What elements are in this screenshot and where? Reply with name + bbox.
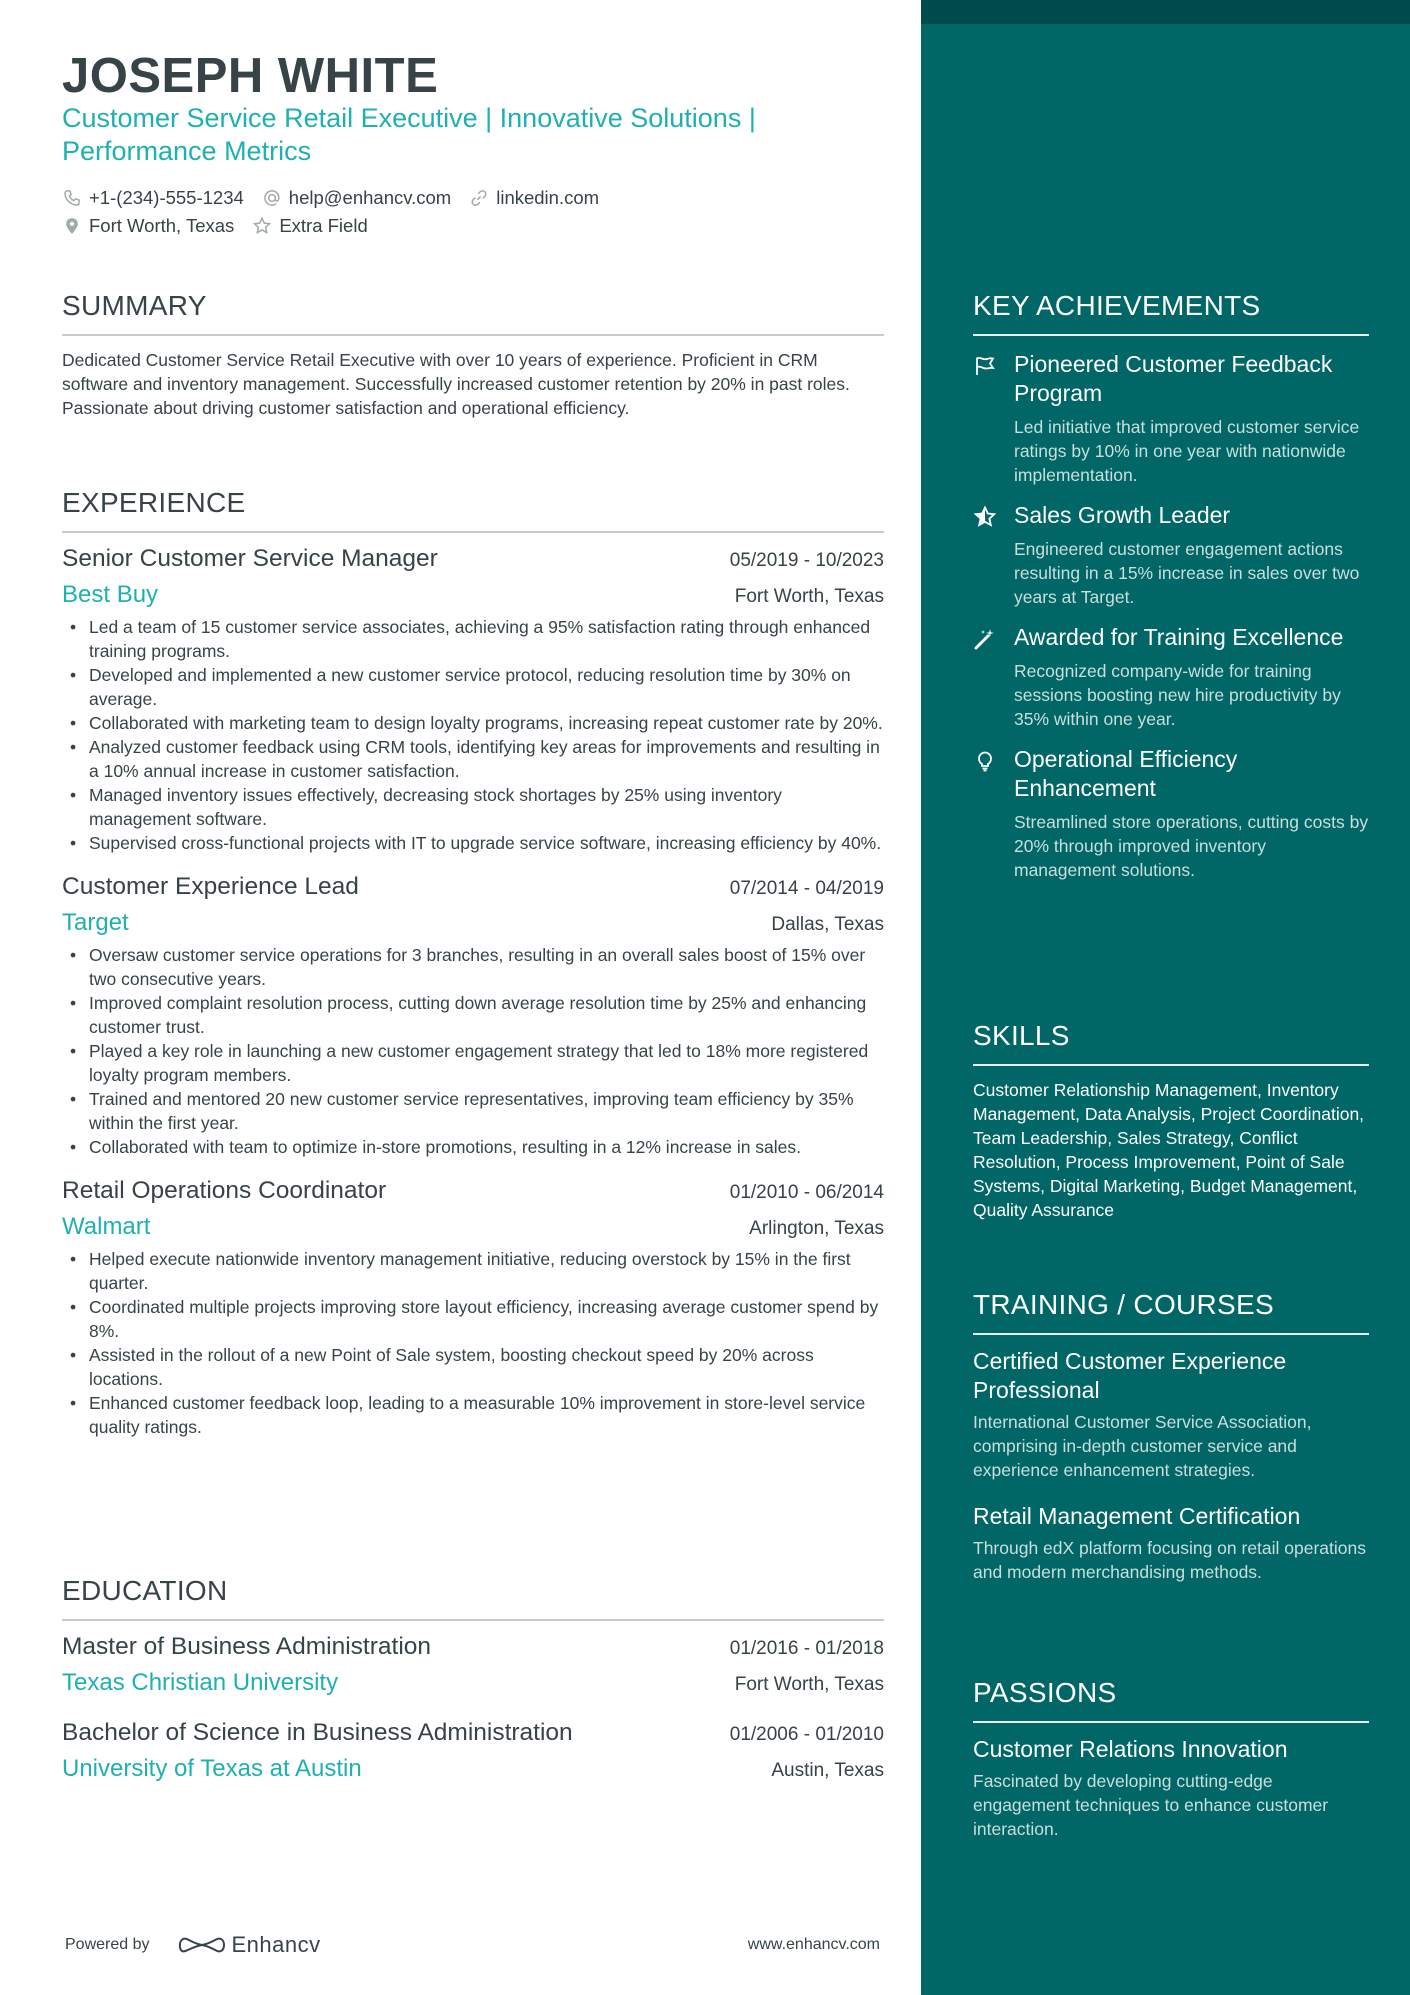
education-entry <box>62 1633 884 1697</box>
achievement-title: Awarded for Training Excellence <box>1014 624 1344 650</box>
job-entry <box>62 1177 884 1439</box>
achievement-body <box>1014 745 1369 882</box>
job-dates: 07/2014 - 04/2019 <box>729 878 884 899</box>
bullet-item: • Helped execute nationwide inventory management initiative, reducing overstock by 15% in the first quarter. <box>62 1247 884 1295</box>
achievement-body <box>1014 350 1369 487</box>
education-header <box>62 1719 884 1747</box>
skills-section <box>973 1020 1369 1222</box>
achievement-title: Operational Efficiency Enhancement <box>1014 746 1238 801</box>
achievement-desc: Recognized company-wide for training sessions boosting new hire productivity by 35% within one year. <box>1014 661 1341 729</box>
contact-row-1 <box>62 184 862 212</box>
training-title: TRAINING / COURSES <box>973 1289 1274 1320</box>
headline <box>62 102 842 168</box>
education-entry <box>62 1719 884 1783</box>
school: Texas Christian University <box>62 1669 339 1696</box>
degree: Master of Business Administration <box>62 1633 432 1660</box>
education-subheader <box>62 1669 884 1697</box>
star-outline-icon <box>252 216 272 236</box>
education-subheader <box>62 1755 884 1783</box>
bullet-item: • Coordinated multiple projects improving store layout efficiency, increasing average customer spend by 8%. <box>62 1295 884 1343</box>
email-text: help@enhancv.com <box>288 187 452 208</box>
experience-title: EXPERIENCE <box>62 487 246 518</box>
location-pin-icon <box>62 216 82 236</box>
achievements-title: KEY ACHIEVEMENTS <box>973 290 1261 321</box>
experience-divider <box>62 531 884 533</box>
job-bullets <box>62 1247 884 1439</box>
enhancv-logo-icon <box>178 1933 226 1957</box>
bullet-item: • Developed and implemented a new customer service protocol, reducing resolution time by 30% on average. <box>62 663 884 711</box>
experience-section <box>62 487 884 1439</box>
powered-by-label: Powered by <box>65 1936 150 1953</box>
achievement-icon-wrap <box>973 745 999 882</box>
contact-row-2 <box>62 212 862 240</box>
achievement-item <box>973 745 1369 882</box>
achievements-section <box>973 290 1369 882</box>
job-location: Arlington, Texas <box>749 1218 884 1239</box>
job-entry <box>62 873 884 1159</box>
degree: Bachelor of Science in Business Administration <box>62 1719 573 1746</box>
star-icon <box>973 505 997 529</box>
job-company: Best Buy <box>62 581 159 608</box>
training-section <box>973 1289 1369 1584</box>
job-company: Walmart <box>62 1213 151 1240</box>
course-desc: Through edX platform focusing on retail operations and modern merchandising methods. <box>973 1538 1367 1582</box>
summary-title: SUMMARY <box>62 290 207 321</box>
achievement-item <box>973 623 1369 731</box>
job-location: Dallas, Texas <box>771 914 884 935</box>
achievement-body <box>1014 501 1369 609</box>
phone-text: +1-(234)-555-1234 <box>89 187 244 208</box>
achievement-icon-wrap <box>973 501 999 609</box>
achievement-desc: Engineered customer engagement actions resulting in a 15% increase in sales over two years at Target. <box>1014 539 1360 607</box>
course-title: Retail Management Certification <box>973 1503 1301 1529</box>
location-text: Fort Worth, Texas <box>89 215 235 236</box>
passion-title: Customer Relations Innovation <box>973 1736 1288 1762</box>
at-icon <box>262 188 282 208</box>
job-dates: 01/2010 - 06/2014 <box>729 1182 884 1203</box>
job-title: Retail Operations Coordinator <box>62 1177 387 1204</box>
education-header <box>62 1633 884 1661</box>
education-location: Austin, Texas <box>771 1760 884 1781</box>
job-company: Target <box>62 909 129 936</box>
bullet-item: • Supervised cross-functional projects with IT to upgrade service software, increasing efficiency by 40%. <box>62 831 884 855</box>
education-dates: 01/2016 - 01/2018 <box>729 1638 884 1659</box>
passion-desc: Fascinated by developing cutting-edge engagement techniques to enhance customer interaction. <box>973 1771 1329 1839</box>
contact-extra <box>252 215 367 237</box>
phone-icon <box>62 188 82 208</box>
passion-item <box>973 1735 1369 1841</box>
powered-by <box>65 1932 321 1958</box>
sidebar-top-band <box>921 0 1410 24</box>
job-subheader <box>62 1213 884 1241</box>
contact-info <box>62 184 862 240</box>
summary-divider <box>62 334 884 336</box>
skills-divider <box>973 1064 1369 1066</box>
course-item <box>973 1347 1369 1482</box>
link-icon <box>469 188 489 208</box>
magic-wand-icon <box>973 627 997 651</box>
bullet-item: • Collaborated with team to optimize in-store promotions, resulting in a 12% increase in sales. <box>62 1135 884 1159</box>
bullet-item: • Played a key role in launching a new customer engagement strategy that led to 18% more registered loyalty program members. <box>62 1039 884 1087</box>
achievement-title: Pioneered Customer Feedback Program <box>1014 351 1333 406</box>
bullet-item: • Trained and mentored 20 new customer service representatives, improving team efficiency by 35% within the first year. <box>62 1087 884 1135</box>
job-location: Fort Worth, Texas <box>734 586 884 607</box>
school: University of Texas at Austin <box>62 1755 362 1782</box>
course-title: Certified Customer Experience Professional <box>973 1348 1287 1403</box>
skills-title: SKILLS <box>973 1020 1070 1051</box>
bullet-item: • Enhanced customer feedback loop, leading to a measurable 10% improvement in store-level service quality ratings. <box>62 1391 884 1439</box>
achievement-item <box>973 350 1369 487</box>
job-entry <box>62 545 884 855</box>
bullet-item: • Collaborated with marketing team to design loyalty programs, increasing repeat customer rate by 20%. <box>62 711 884 735</box>
extra-field-text: Extra Field <box>279 215 368 236</box>
course-desc: International Customer Service Association, comprising in-depth customer service and experience enhancement strategies. <box>973 1412 1312 1480</box>
bullet-item: • Managed inventory issues effectively, decreasing stock shortages by 25% using inventory management software. <box>62 783 884 831</box>
job-subheader <box>62 581 884 609</box>
skills-text: Customer Relationship Management, Inventory Management, Data Analysis, Project Coordination, Team Leadership, Sales Strategy, Conflict Resolution, Process Improvement, Point of Sale Systems, Digital Marketing, Budget Management, Quality Assurance <box>973 1080 1365 1220</box>
bullet-item: • Oversaw customer service operations for 3 branches, resulting in an overall sales boost of 15% over two consecutive years. <box>62 943 884 991</box>
headline-line-1: Customer Service Retail Executive | Innovative Solutions | <box>62 103 756 133</box>
job-bullets <box>62 615 884 855</box>
candidate-name: JOSEPH WHITE <box>62 49 439 103</box>
course-item <box>973 1502 1369 1584</box>
achievement-body <box>1014 623 1369 731</box>
education-section <box>62 1575 884 1783</box>
achievement-item <box>973 501 1369 609</box>
job-header <box>62 545 884 573</box>
contact-location <box>62 215 234 237</box>
job-title: Customer Experience Lead <box>62 873 359 900</box>
education-location: Fort Worth, Texas <box>734 1674 884 1695</box>
passions-section <box>973 1677 1369 1841</box>
bullet-item: • Led a team of 15 customer service associates, achieving a 95% satisfaction rating through enhanced training programs. <box>62 615 884 663</box>
bullet-item: • Improved complaint resolution process, cutting down average resolution time by 25% and enhancing customer trust. <box>62 991 884 1039</box>
sidebar <box>921 0 1410 1995</box>
job-bullets <box>62 943 884 1159</box>
bullet-item: • Analyzed customer feedback using CRM tools, identifying key areas for improvements and resulting in a 10% annual increase in customer satisfaction. <box>62 735 884 783</box>
achievement-icon-wrap <box>973 623 999 731</box>
flag-icon <box>973 354 997 378</box>
summary-section <box>62 290 884 420</box>
brand-name: Enhancv <box>231 1932 321 1957</box>
contact-linkedin[interactable] <box>469 187 599 209</box>
brand-logo[interactable] <box>178 1932 321 1958</box>
achievements-divider <box>973 334 1369 336</box>
passions-title: PASSIONS <box>973 1677 1117 1708</box>
achievement-icon-wrap <box>973 350 999 487</box>
job-dates: 05/2019 - 10/2023 <box>729 550 884 571</box>
headline-line-2: Performance Metrics <box>62 136 312 166</box>
website-link[interactable]: www.enhancv.com <box>747 1936 880 1953</box>
education-divider <box>62 1619 884 1621</box>
contact-phone[interactable] <box>62 187 244 209</box>
bullet-item: • Assisted in the rollout of a new Point of Sale system, boosting checkout speed by 20% across locations. <box>62 1343 884 1391</box>
footer <box>65 1932 880 1958</box>
achievement-desc: Led initiative that improved customer service ratings by 10% in one year with nationwide implementation. <box>1014 417 1360 485</box>
job-subheader <box>62 909 884 937</box>
education-title: EDUCATION <box>62 1575 228 1606</box>
job-header <box>62 1177 884 1205</box>
achievement-desc: Streamlined store operations, cutting costs by 20% through improved inventory management solutions. <box>1014 812 1369 880</box>
education-dates: 01/2006 - 01/2010 <box>729 1724 884 1745</box>
achievement-title: Sales Growth Leader <box>1014 502 1231 528</box>
training-divider <box>973 1333 1369 1335</box>
job-header <box>62 873 884 901</box>
passions-divider <box>973 1721 1369 1723</box>
linkedin-text: linkedin.com <box>496 187 600 208</box>
job-title: Senior Customer Service Manager <box>62 545 438 572</box>
lightbulb-icon <box>973 749 997 773</box>
summary-text: Dedicated Customer Service Retail Executive with over 10 years of experience. Proficient in CRM software and inventory management. Successfully increased customer retention by 20% in past roles. Passionate about driving customer satisfaction and operational efficiency. <box>62 350 850 418</box>
contact-email[interactable] <box>262 187 451 209</box>
